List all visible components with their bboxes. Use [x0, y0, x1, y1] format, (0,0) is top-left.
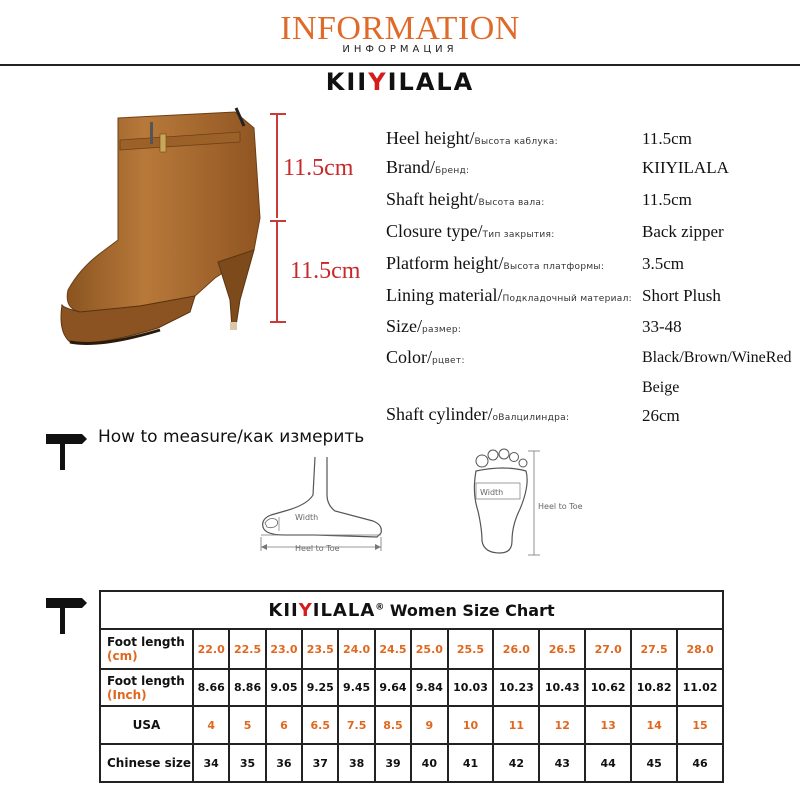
table-cell: 37	[302, 744, 338, 782]
table-cell: 35	[229, 744, 265, 782]
spec-lining-material: Lining material/Подкладочный материал:	[386, 285, 632, 305]
foot-side-diagram	[255, 455, 390, 560]
table-cell: 9	[411, 706, 447, 744]
size-chart-title: KIIYILALA® Women Size Chart	[100, 591, 723, 629]
signpost-icon	[44, 428, 88, 472]
header-divider	[0, 64, 800, 66]
row-header-chinese-size: Chinese size	[100, 744, 193, 782]
table-row	[100, 629, 723, 669]
dimension-tick-bottom	[270, 321, 286, 323]
table-cell: 34	[193, 744, 229, 782]
table-cell: 27.5	[631, 629, 677, 669]
heel-height-label: 11.5cm	[290, 258, 361, 284]
table-cell: 43	[539, 744, 585, 782]
table-cell: 9.84	[411, 669, 447, 706]
table-cell: 9.64	[375, 669, 411, 706]
spec-heel-height-value: 11.5cm	[642, 129, 692, 148]
spec-closure-type-value: Back zipper	[642, 222, 724, 241]
table-cell: 9.05	[266, 669, 302, 706]
row-header-foot-length-inch: Foot length (Inch)	[100, 669, 193, 706]
table-cell: 9.45	[338, 669, 374, 706]
table-cell: 26.0	[493, 629, 539, 669]
table-cell: 14	[631, 706, 677, 744]
dimension-tick-top	[270, 113, 286, 115]
table-cell: 24.0	[338, 629, 374, 669]
spec-shaft-height-value: 11.5cm	[642, 190, 692, 209]
table-cell: 4	[193, 706, 229, 744]
spec-color-value-extra: Beige	[642, 379, 680, 396]
table-row	[100, 669, 723, 706]
top-heel-toe-label: Heel to Toe	[538, 502, 583, 511]
top-width-label: Width	[480, 488, 504, 497]
spec-color-value: Black/Brown/WineRed	[642, 349, 792, 366]
table-cell: 10.03	[448, 669, 494, 706]
spec-lining-material-value: Short Plush	[642, 286, 721, 305]
row-header-usa: USA	[100, 706, 193, 744]
shaft-height-label: 11.5cm	[283, 155, 354, 181]
info-subtitle: ИНФОРМАЦИЯ	[342, 44, 458, 55]
table-cell: 10.82	[631, 669, 677, 706]
table-cell: 45	[631, 744, 677, 782]
table-cell: 36	[266, 744, 302, 782]
table-cell: 6	[266, 706, 302, 744]
how-to-measure-title: How to measure/как измерить	[98, 427, 365, 447]
spec-size: Size/размер:	[386, 316, 462, 336]
table-cell: 9.25	[302, 669, 338, 706]
table-cell: 24.5	[375, 629, 411, 669]
signpost-icon	[44, 592, 88, 636]
table-cell: 11.02	[677, 669, 723, 706]
table-cell: 8.86	[229, 669, 265, 706]
brand-logo: KIIYILALA	[325, 68, 475, 96]
table-cell: 38	[338, 744, 374, 782]
dimension-tick-middle	[270, 220, 286, 222]
table-cell: 10.43	[539, 669, 585, 706]
table-row	[100, 706, 723, 744]
size-chart-title-text: Women Size Chart	[389, 600, 555, 620]
size-chart	[99, 590, 724, 785]
side-width-label: Width	[295, 513, 319, 522]
spec-brand-value: KIIYILALA	[642, 158, 729, 177]
table-cell: 7.5	[338, 706, 374, 744]
table-cell: 23.0	[266, 629, 302, 669]
table-cell: 23.5	[302, 629, 338, 669]
table-row	[100, 744, 723, 782]
spec-closure-type: Closure type/Тип закрытия:	[386, 221, 555, 241]
spec-platform-height-value: 3.5cm	[642, 254, 685, 273]
spec-brand: Brand/Бренд:	[386, 157, 470, 177]
spec-color: Color/рцвет:	[386, 347, 465, 367]
table-cell: 8.66	[193, 669, 229, 706]
size-chart-brand: KIIYILALA	[268, 599, 376, 621]
table-cell: 28.0	[677, 629, 723, 669]
table-cell: 22.0	[193, 629, 229, 669]
spec-heel-height: Heel height/Высота каблука:	[386, 128, 558, 148]
table-cell: 11	[493, 706, 539, 744]
spec-size-value: 33-48	[642, 317, 682, 336]
boot-image	[40, 100, 270, 360]
table-cell: 26.5	[539, 629, 585, 669]
table-cell: 13	[585, 706, 631, 744]
table-cell: 10.62	[585, 669, 631, 706]
table-cell: 22.5	[229, 629, 265, 669]
shaft-dimension-line	[276, 114, 278, 218]
table-cell: 25.5	[448, 629, 494, 669]
table-cell: 15	[677, 706, 723, 744]
table-cell: 40	[411, 744, 447, 782]
side-heel-toe-label: Heel to Toe	[295, 544, 340, 553]
row-header-foot-length-cm: Foot length (cm)	[100, 629, 193, 669]
table-cell: 41	[448, 744, 494, 782]
table-cell: 27.0	[585, 629, 631, 669]
table-cell: 8.5	[375, 706, 411, 744]
table-cell: 42	[493, 744, 539, 782]
spec-platform-height: Platform height/Высота платформы:	[386, 253, 605, 273]
table-cell: 46	[677, 744, 723, 782]
table-cell: 12	[539, 706, 585, 744]
spec-shaft-cylinder-value: 26cm	[642, 406, 680, 425]
info-title: INFORMATION	[280, 10, 520, 47]
table-cell: 44	[585, 744, 631, 782]
size-chart-table	[99, 590, 724, 783]
heel-dimension-line	[276, 222, 278, 322]
foot-top-diagram	[460, 445, 605, 560]
table-cell: 5	[229, 706, 265, 744]
table-cell: 10.23	[493, 669, 539, 706]
table-cell: 39	[375, 744, 411, 782]
table-cell: 25.0	[411, 629, 447, 669]
table-cell: 6.5	[302, 706, 338, 744]
spec-shaft-cylinder: Shaft cylinder/оВалцилиндра:	[386, 404, 570, 424]
table-cell: 10	[448, 706, 494, 744]
spec-shaft-height: Shaft height/Высота вала:	[386, 189, 545, 209]
